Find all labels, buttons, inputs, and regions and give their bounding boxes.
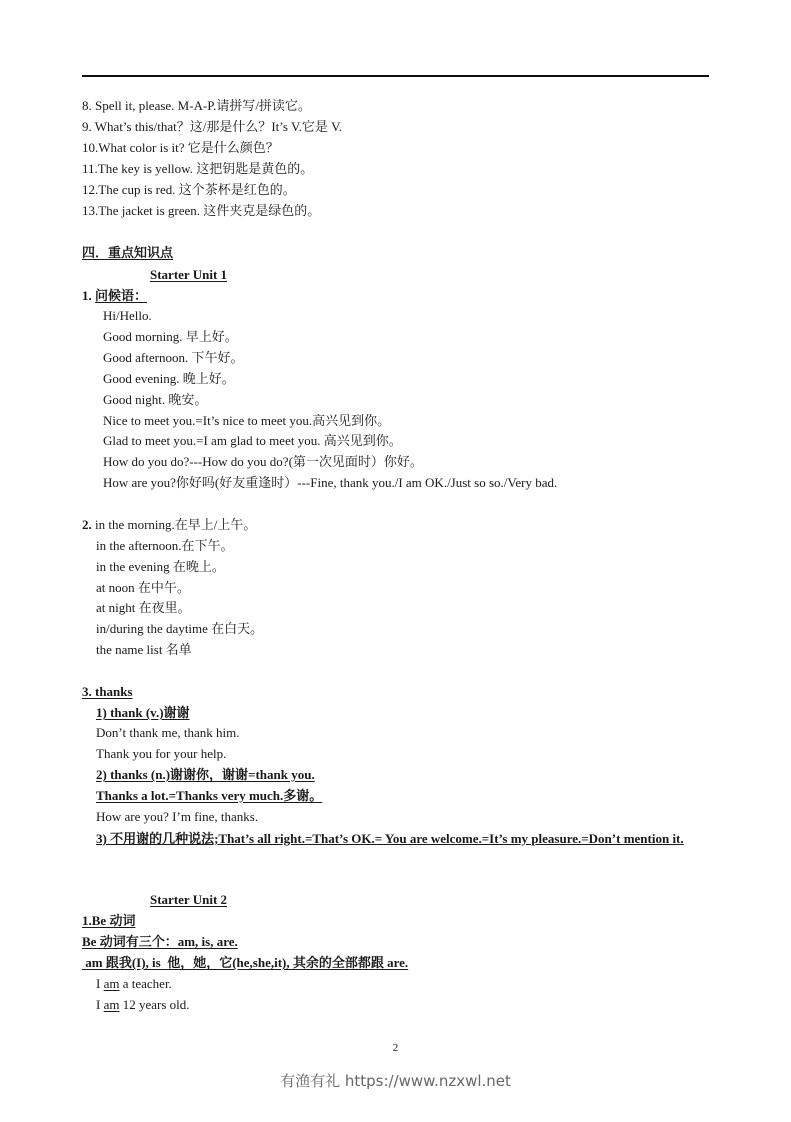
- time-phrase-text: in the morning.在早上/上午。: [95, 517, 257, 532]
- example-line: Thank you for your help.: [96, 746, 227, 761]
- unit-title: Starter Unit 2: [150, 892, 228, 907]
- example-line: How are you? I’m fine, thanks.: [96, 809, 259, 824]
- list-item: 8. Spell it, please. M-A-P.请拼写/拼读它。: [82, 98, 311, 113]
- thanks-sub2: 2) thanks (n.)谢谢你，谢谢=thank you.: [96, 767, 315, 782]
- greeting-line: How do you do?---How do you do?(第一次见面时）你好。: [103, 454, 423, 469]
- page-number: 2: [392, 1042, 399, 1054]
- thanks-heading: 3. thanks: [82, 684, 133, 699]
- example-post: 12 years old.: [119, 997, 190, 1012]
- be-heading: 1.Be 动词: [82, 913, 136, 928]
- greeting-line: Nice to meet you.=It’s nice to meet you.高兴见到你。: [103, 413, 391, 428]
- footer-watermark: 有渔有礼 https://www.nzxwl.net: [280, 1072, 511, 1090]
- greeting-line: Good evening. 晚上好。: [103, 371, 235, 386]
- greetings-heading: [82, 288, 147, 304]
- greeting-line: Good morning. 早上好。: [103, 329, 238, 344]
- thanks-sub3: 3) 不用谢的几种说法;That’s all right.=That’s OK.= You are welcome.=It’s my pleasure.=Don’t mention it.: [96, 831, 684, 846]
- greeting-line: Good night. 晚安。: [103, 392, 208, 407]
- example-pre: I: [96, 976, 104, 991]
- time-phrase: in the afternoon.在下午。: [96, 538, 234, 553]
- example-line: Don’t thank me, thank him.: [96, 725, 240, 740]
- greetings-title: 问候语：: [95, 288, 148, 303]
- unit-title: Starter Unit 1: [150, 267, 228, 282]
- list-item: 10.What color is it? 它是什么颜色？: [82, 140, 279, 155]
- thanks-sub2-line: Thanks a lot.=Thanks very much.多谢。: [96, 788, 323, 803]
- section-heading: 四．重点知识点: [82, 245, 174, 260]
- thanks-sub1: 1) thank (v.)谢谢: [96, 705, 190, 720]
- list-item: 12.The cup is red. 这个茶杯是红色的。: [82, 182, 296, 197]
- example-verb: am: [103, 976, 120, 991]
- time-phrase: the name list 名单: [96, 642, 192, 657]
- be-rule: am 跟我(I), is 他，她，它(he,she,it), 其余的全部都跟 are.: [82, 955, 409, 970]
- time-phrase: at noon 在中午。: [96, 580, 190, 595]
- header-rule: [82, 75, 709, 77]
- example-line: [96, 976, 172, 992]
- list-item: 11.The key is yellow. 这把钥匙是黄色的。: [82, 161, 314, 176]
- example-pre: I: [96, 997, 104, 1012]
- greeting-line: How are you?你好吗(好友重逢时）---Fine, thank you./I am OK./Just so so./Very bad.: [103, 475, 558, 490]
- list-item: 9. What’s this/that？这/那是什么？It’s V.它是 V.: [82, 119, 343, 134]
- greeting-line: Hi/Hello.: [103, 308, 152, 323]
- list-item: 13.The jacket is green. 这件夹克是绿色的。: [82, 203, 321, 218]
- example-post: a teacher.: [119, 976, 172, 991]
- time-phrase: in/during the daytime 在白天。: [96, 621, 264, 636]
- time-phrase: at night 在夜里。: [96, 600, 191, 615]
- time-phrase: [82, 517, 256, 533]
- times-number: 2.: [82, 517, 92, 532]
- greetings-number: 1.: [82, 288, 92, 303]
- example-verb: am: [103, 997, 120, 1012]
- greeting-line: Good afternoon. 下午好。: [103, 350, 244, 365]
- greeting-line: Glad to meet you.=I am glad to meet you. 高兴见到你。: [103, 433, 402, 448]
- be-rule: Be 动词有三个：am, is, are.: [82, 934, 238, 949]
- example-line: [96, 997, 190, 1013]
- time-phrase: in the evening 在晚上。: [96, 559, 225, 574]
